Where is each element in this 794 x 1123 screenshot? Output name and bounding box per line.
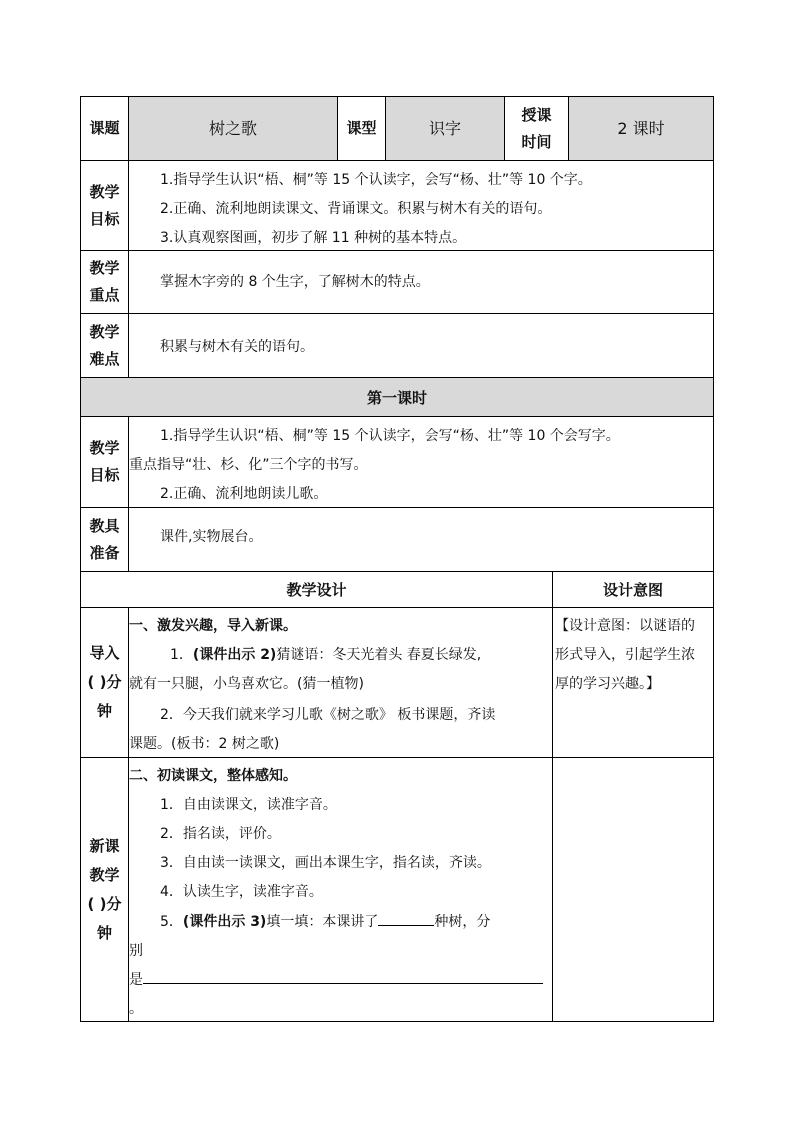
time-label-line2: 时间	[521, 132, 552, 151]
goal-line-1: 1.指导学生认识“梧、桐”等 15 个认读字，会写“杨、壮”等 10 个字。	[160, 172, 592, 188]
new-lesson-item-3: 3．自由读一读课文，画出本课生字，指名读，齐读。	[160, 855, 491, 871]
intro-heading: 一、激发兴趣，导入新课。	[129, 618, 297, 634]
new-lesson-label	[81, 758, 128, 1021]
new-lesson-item-5-bold: (课件出示 3)	[182, 914, 267, 930]
tree-list-blank	[143, 969, 543, 984]
lesson1-goals-label-line1: 教学	[89, 439, 120, 457]
type-label: 课型	[346, 119, 377, 137]
intro-item-1-bold: (课件出示 2)	[192, 647, 277, 663]
new-lesson-item-5-is-line	[129, 966, 543, 995]
time-label	[505, 97, 568, 160]
intro-label-line1: 导入	[89, 644, 120, 662]
key-points-label-line1: 教学	[89, 259, 120, 277]
new-lesson-label-line1: 新课	[89, 836, 120, 855]
intro-label-line2: ( )分	[87, 673, 122, 691]
tools-label	[81, 508, 128, 571]
intro-label	[81, 608, 128, 757]
intro-item-1-text: 猜谜语：冬天光着头 春夏长绿发,	[276, 647, 482, 663]
tools-label-line2: 准备	[89, 543, 120, 562]
intro-intent-line-1: 【设计意图：以谜语的	[555, 618, 695, 634]
new-lesson-label-line4: 钟	[96, 923, 112, 942]
tree-count-blank	[378, 911, 434, 926]
new-lesson-item-5-text-b: 种树，分	[434, 914, 491, 930]
time-label-line1: 授课	[521, 105, 552, 124]
intro-intent-line-3: 厚的学习兴趣。】	[555, 676, 660, 692]
goal-line-2: 2.正确、流利地朗读课文、背诵课文。积累与树木有关的语句。	[160, 201, 552, 217]
rule	[552, 571, 553, 1022]
lesson1-goals-label	[81, 417, 128, 507]
new-lesson-item-5-is: 是	[129, 972, 143, 988]
rule	[80, 416, 714, 417]
rule	[80, 313, 714, 314]
lesson1-goal-line-1: 1.指导学生认识“梧、桐”等 15 个认读字，会写“杨、壮”等 10 个会写字。	[160, 428, 620, 444]
type-value: 识字	[428, 119, 461, 138]
goal-line-3: 3.认真观察图画，初步了解 11 种树的基本特点。	[160, 230, 467, 246]
topic-label: 课题	[89, 119, 120, 137]
tools-label-line1: 教具	[89, 516, 120, 535]
intro-item-2: 2．今天我们就来学习儿歌《树之歌》 板书课题，齐读	[160, 707, 496, 723]
difficulties-label-line2: 难点	[89, 349, 120, 368]
lesson1-goals-label-line2: 目标	[89, 466, 120, 484]
tools-text: 课件,实物展台。	[160, 529, 263, 545]
goals-label-line1: 教学	[89, 182, 120, 201]
rule	[713, 96, 714, 1022]
rule	[80, 1021, 714, 1022]
new-lesson-item-2: 2．指名读，评价。	[160, 826, 281, 842]
intro-item-2-cont: 课题。(板书：2 树之歌)	[129, 736, 280, 752]
key-points-text: 掌握木字旁的 8 个生字，了解树木的特点。	[160, 274, 430, 290]
new-lesson-item-1: 1．自由读课文，读准字音。	[160, 797, 337, 813]
goals-label-line2: 目标	[89, 209, 120, 228]
new-lesson-heading: 二、初读课文，整体感知。	[129, 768, 297, 784]
intro-label-line3: 钟	[96, 702, 112, 720]
new-lesson-item-5-end: 。	[129, 1001, 143, 1017]
intro-item-1-num: 1．	[170, 647, 193, 663]
new-lesson-item-5-cont: 别	[129, 943, 143, 959]
rule	[80, 607, 714, 608]
intro-item-1	[170, 641, 481, 670]
lesson1-title: 第一课时	[366, 388, 427, 407]
key-points-label-line2: 重点	[89, 286, 120, 304]
rule	[128, 416, 129, 572]
difficulties-text: 积累与树木有关的语句。	[160, 339, 314, 355]
rule	[80, 160, 714, 161]
design-header: 教学设计	[286, 581, 347, 599]
goals-label	[81, 161, 128, 250]
key-points-label	[81, 251, 128, 313]
difficulties-label-line1: 教学	[89, 322, 120, 341]
lesson1-goal-line-2: 重点指导“壮、杉、化”三个字的书写。	[129, 457, 368, 473]
new-lesson-item-5-text-a: 填一填：本课讲了	[266, 914, 379, 930]
new-lesson-item-5-num: 5．	[160, 914, 183, 930]
topic-value: 树之歌	[208, 119, 257, 138]
new-lesson-item-5	[160, 908, 490, 937]
intent-header: 设计意图	[602, 581, 663, 599]
lesson1-goal-line-3: 2.正确、流利地朗读儿歌。	[160, 486, 328, 502]
new-lesson-label-line3: ( )分	[87, 894, 122, 913]
intro-item-1-cont: 就有一只腿，小鸟喜欢它。(猜一植物)	[129, 676, 364, 692]
intro-intent-line-2: 形式导入，引起学生浓	[555, 647, 695, 663]
new-lesson-label-line2: 教学	[89, 865, 120, 884]
new-lesson-item-4: 4．认读生字，读准字音。	[160, 884, 323, 900]
time-value: 2 课时	[617, 119, 665, 138]
difficulties-label	[81, 314, 128, 377]
